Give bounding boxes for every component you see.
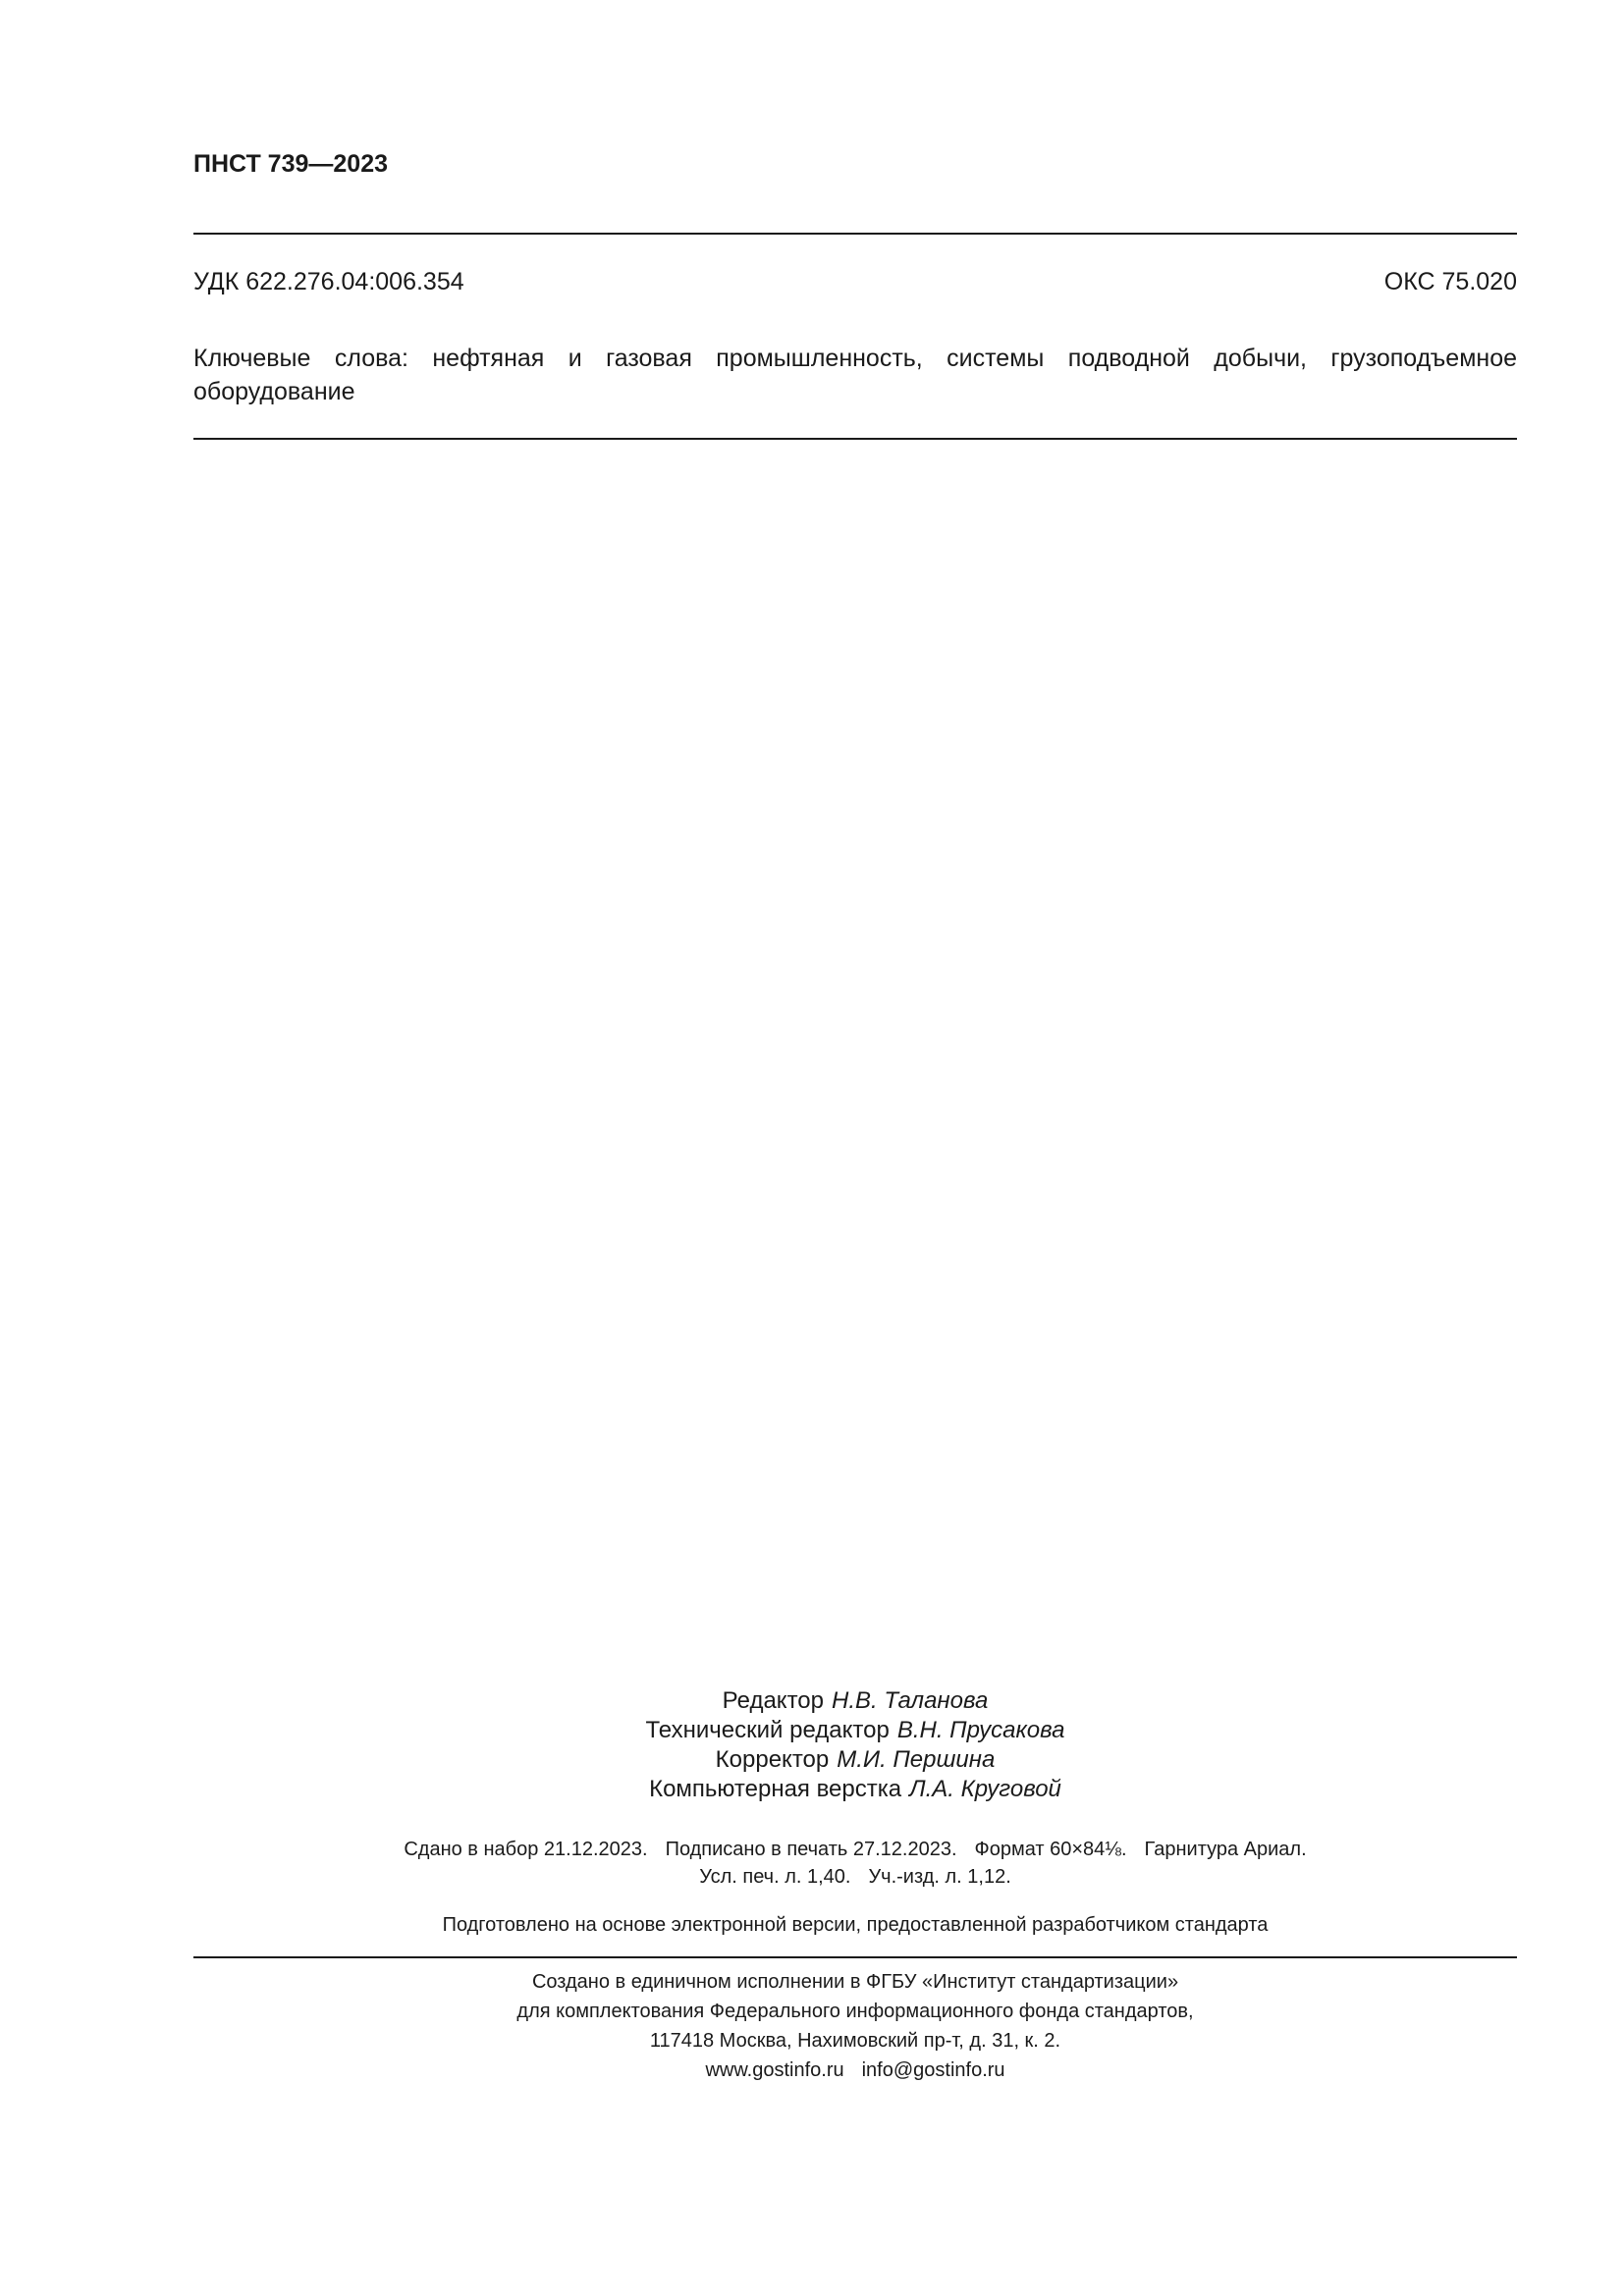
print-sheets: Усл. печ. л. 1,40. <box>699 1866 851 1888</box>
credits-block <box>193 1686 1517 1804</box>
prepared-note: Подготовлено на основе электронной версии, предоставленной разработчиком стандарта <box>442 1914 1269 1936</box>
typeface: Гарнитура Ариал. <box>1144 1839 1307 1860</box>
email-link[interactable]: info@gostinfo.ru <box>861 2059 1005 2081</box>
footer-divider <box>193 1956 1517 1958</box>
footer-line-3: 117418 Москва, Нахимовский пр-т, д. 31, к. 2. <box>649 2030 1061 2052</box>
credit-name: Н.В. Таланова <box>831 1687 989 1714</box>
credit-role: Технический редактор <box>645 1717 890 1743</box>
print-info-line-1 <box>193 1836 1517 1863</box>
submitted-date: Сдано в набор 21.12.2023. <box>404 1839 648 1860</box>
signed-date: Подписано в печать 27.12.2023. <box>665 1839 957 1860</box>
print-format: Формат 60×84⅛. <box>974 1839 1127 1860</box>
keywords-divider <box>193 438 1517 440</box>
footer-line-2: для комплектования Федерального информационного фонда стандартов, <box>516 2001 1194 2022</box>
credit-line-tech-editor <box>193 1716 1517 1745</box>
keywords-text: Ключевые слова: нефтяная и газовая промышленность, системы подводной добычи, грузоподъемное оборудование <box>193 345 1517 405</box>
top-divider <box>193 233 1517 235</box>
credit-line-proofreader <box>193 1745 1517 1775</box>
credit-role: Редактор <box>722 1687 824 1714</box>
udk-code: УДК 622.276.04:006.354 <box>193 268 464 295</box>
print-info-block <box>193 1836 1517 1891</box>
credit-line-editor <box>193 1686 1517 1716</box>
print-info-line-2 <box>193 1863 1517 1891</box>
publisher-sheets: Уч.-изд. л. 1,12. <box>868 1866 1011 1888</box>
footer-block <box>193 1967 1517 2085</box>
credit-line-layout <box>193 1775 1517 1804</box>
footer-contacts <box>193 2056 1517 2085</box>
footer-line-1: Создано в единичном исполнении в ФГБУ «Институт стандартизации» <box>531 1971 1179 1993</box>
classification-row <box>193 268 1517 296</box>
oks-code: ОКС 75.020 <box>1383 268 1517 295</box>
credit-name: В.Н. Прусакова <box>896 1717 1065 1743</box>
credit-role: Корректор <box>715 1746 830 1773</box>
credit-role: Компьютерная верстка <box>649 1776 902 1802</box>
document-code: ПНСТ 739—2023 <box>193 150 388 178</box>
website-link[interactable]: www.gostinfo.ru <box>705 2059 844 2081</box>
credit-name: М.И. Першина <box>837 1746 996 1773</box>
credit-name: Л.А. Круговой <box>909 1776 1061 1802</box>
